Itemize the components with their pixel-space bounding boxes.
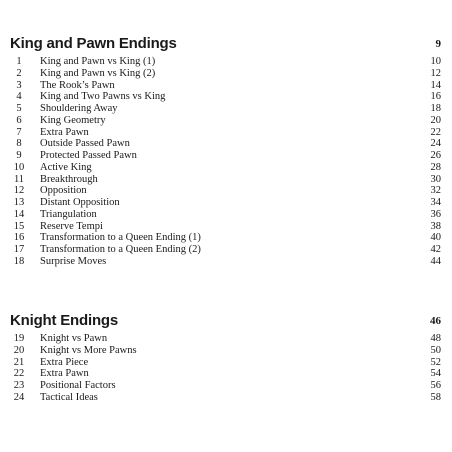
entry-number: 5: [16, 103, 22, 114]
entry-number: 12: [13, 185, 25, 197]
entry-number: 9: [16, 150, 22, 161]
entry-title: Protected Passed Pawn: [40, 150, 137, 161]
entry-title: Transformation to a Queen Ending (2): [40, 244, 201, 255]
entry-number: 6: [16, 114, 22, 126]
entry-title: Outside Passed Pawn: [40, 138, 130, 150]
toc-entry: [10, 333, 442, 345]
entry-title: Opposition: [40, 185, 87, 197]
entry-title: The Rook’s Pawn: [40, 79, 115, 91]
entry-number: 13: [13, 197, 25, 208]
toc-entry: [10, 91, 442, 103]
entry-number: 3: [16, 79, 22, 91]
entry-page-number: 42: [430, 244, 441, 255]
entry-page-number: 26: [430, 150, 441, 161]
entry-number: 8: [16, 138, 22, 150]
entry-number: 21: [13, 356, 25, 368]
entry-page-number: 14: [430, 79, 441, 91]
toc-section-king-and-pawn-endings: [10, 34, 442, 268]
entry-page-number: 32: [430, 185, 441, 197]
toc-entry: [10, 150, 442, 162]
entry-title: Positional Factors: [40, 380, 116, 391]
entry-title: Distant Opposition: [40, 197, 120, 208]
section-title: Knight Endings: [10, 312, 119, 329]
entry-title: Extra Piece: [40, 356, 89, 368]
entry-title: Knight vs More Pawns: [40, 344, 137, 356]
entry-title: Knight vs Pawn: [40, 333, 108, 344]
entry-page-number: 40: [430, 232, 441, 244]
toc-entry: [10, 380, 442, 392]
toc-entry: [10, 162, 442, 174]
entry-number: 23: [13, 380, 25, 391]
toc-entry: [10, 244, 442, 256]
toc-entry: [10, 256, 442, 268]
toc-entry: [10, 345, 442, 357]
toc-entry: [10, 185, 442, 197]
entry-title: Reserve Tempi: [40, 220, 103, 232]
entry-page-number: 24: [430, 138, 441, 150]
entry-number: 17: [13, 244, 25, 255]
entry-page-number: 38: [430, 220, 441, 232]
entry-number: 2: [16, 67, 22, 79]
entry-page-number: 56: [430, 380, 441, 391]
toc-entry: [10, 174, 442, 186]
entry-title: King and Pawn vs King (1): [40, 56, 156, 67]
entry-title: King and Pawn vs King (2): [40, 67, 156, 79]
entry-page-number: 16: [430, 91, 441, 103]
entry-number: 16: [13, 232, 25, 244]
entry-title: Triangulation: [40, 208, 97, 220]
entry-number: 20: [13, 344, 25, 356]
entry-page-number: 48: [430, 333, 441, 344]
entry-title: King Geometry: [40, 114, 106, 126]
toc-section-knight-endings: [10, 311, 442, 404]
entry-page-number: 36: [430, 208, 441, 220]
entry-page-number: 12: [430, 67, 441, 79]
entry-number: 19: [13, 333, 25, 344]
entry-page-number: 30: [430, 173, 441, 185]
entry-number: 22: [13, 368, 25, 380]
entry-title: Extra Pawn: [40, 368, 89, 380]
entry-number: 14: [13, 208, 25, 220]
section-header: [10, 311, 442, 331]
entry-title: Extra Pawn: [40, 126, 89, 138]
entry-number: 7: [16, 126, 22, 138]
entry-title: Transformation to a Queen Ending (1): [40, 232, 201, 244]
toc-entry: [10, 103, 442, 115]
section-header: [10, 34, 442, 54]
entry-number: 10: [13, 161, 25, 173]
toc-entry: [10, 357, 442, 369]
entry-number: 18: [13, 255, 25, 267]
entry-title: Surprise Moves: [40, 255, 107, 267]
entry-title: Tactical Ideas: [40, 391, 98, 403]
toc-entry: [10, 392, 442, 404]
entry-title: Active King: [40, 161, 92, 173]
toc-entry: [10, 221, 442, 233]
toc-entry: [10, 138, 442, 150]
entry-page-number: 58: [430, 391, 441, 403]
entry-page-number: 44: [430, 255, 441, 267]
entry-title: King and Two Pawns vs King: [40, 91, 166, 103]
entry-page-number: 54: [430, 368, 441, 380]
section-title: King and Pawn Endings: [10, 35, 177, 52]
entry-page-number: 34: [430, 197, 441, 208]
toc-entry: [10, 232, 442, 244]
toc-entry: [10, 115, 442, 127]
entry-page-number: 22: [430, 126, 441, 138]
section-entries: [10, 56, 442, 268]
entry-number: 15: [13, 220, 25, 232]
entry-page-number: 18: [430, 103, 441, 114]
toc-entry: [10, 127, 442, 139]
entry-page-number: 10: [430, 56, 441, 67]
toc-entry: [10, 56, 442, 68]
entry-number: 24: [13, 391, 25, 403]
toc-entry: [10, 68, 442, 80]
toc-entry: [10, 368, 442, 380]
entry-page-number: 52: [430, 356, 441, 368]
section-page-number: 9: [435, 38, 441, 50]
entry-number: 4: [16, 91, 22, 103]
toc-entry: [10, 209, 442, 221]
entry-page-number: 28: [430, 161, 441, 173]
section-page-number: 46: [430, 315, 441, 327]
entry-page-number: 20: [430, 114, 441, 126]
toc-entry: [10, 80, 442, 92]
entry-title: Shouldering Away: [40, 103, 118, 114]
entry-number: 1: [16, 56, 22, 67]
section-entries: [10, 333, 442, 404]
entry-number: 11: [13, 173, 25, 185]
entry-page-number: 50: [430, 344, 441, 356]
entry-title: Breakthrough: [40, 173, 98, 185]
toc-entry: [10, 197, 442, 209]
